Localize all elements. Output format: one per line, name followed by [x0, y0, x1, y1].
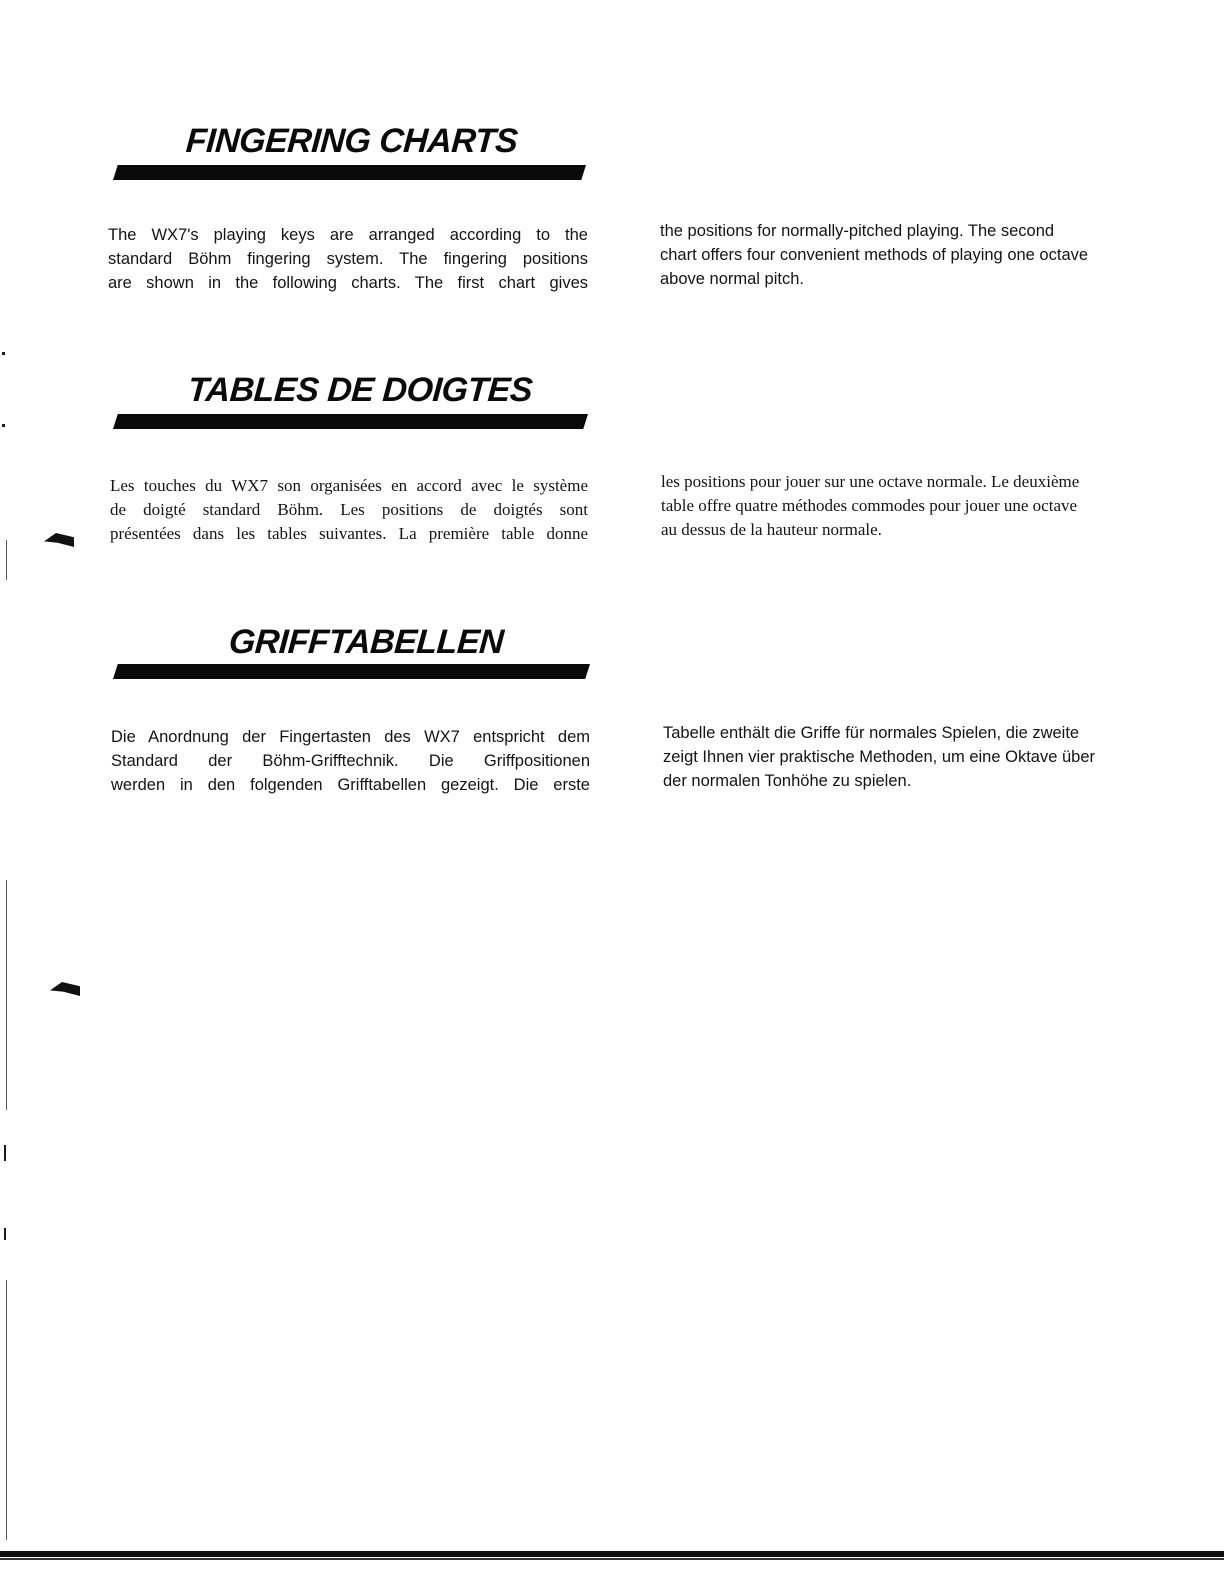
heading-rule [113, 664, 590, 679]
heading-rule [113, 165, 586, 180]
text-line: werden in den folgenden Grifftabellen gezeigt. Die erste [111, 776, 590, 794]
english-paragraph-right [660, 219, 1138, 291]
french-paragraph-left [110, 474, 588, 546]
text-line: présentées dans les tables suivantes. La première table donne [110, 524, 588, 543]
text-line: les positions pour jouer sur une octave normale. Le deuxième [661, 472, 1080, 491]
heading-rule [113, 414, 588, 429]
text-line: zeigt Ihnen vier praktische Methoden, um eine Oktave über [663, 748, 1095, 766]
text-line: Die Anordnung der Fingertasten des WX7 entspricht dem [111, 728, 590, 746]
binder-edge-mark [6, 880, 7, 1110]
text-line: au dessus de la hauteur normale. [661, 520, 882, 539]
german-paragraph-left [111, 725, 590, 797]
german-paragraph-right [663, 721, 1141, 793]
binder-edge-mark [6, 540, 7, 580]
text-line: der normalen Tonhöhe zu spielen. [663, 772, 912, 790]
french-paragraph-right [661, 470, 1139, 542]
text-line: Tabelle enthält die Griffe für normales Spielen, die zweite [663, 724, 1080, 742]
scan-dot [2, 352, 5, 355]
heading-fingering-charts: FINGERING CHARTS [184, 122, 519, 160]
text-line: Les touches du WX7 son organisées en accord avec le système [110, 476, 588, 495]
text-line: de doigté standard Böhm. Les positions de doigtés sont [110, 500, 588, 519]
text-line: Standard der Böhm-Grifftechnik. Die Griffpositionen [111, 752, 590, 770]
text-line: the positions for normally-pitched playing. The second [660, 222, 1055, 240]
page-bottom-rule [0, 1551, 1224, 1557]
text-line: above normal pitch. [660, 270, 804, 288]
english-paragraph-left [108, 223, 588, 295]
arrow-mark-icon [50, 982, 80, 996]
heading-tables-de-doigtes: TABLES DE DOIGTES [186, 371, 534, 409]
text-line: are shown in the following charts. The first chart gives [108, 274, 588, 292]
text-line: table offre quatre méthodes commodes pour jouer une octave [661, 496, 1078, 515]
text-line: The WX7's playing keys are arranged according to the [108, 226, 588, 244]
page-bottom-rule [0, 1558, 1224, 1560]
arrow-mark-icon [44, 533, 74, 547]
scan-mark [4, 1228, 6, 1240]
text-line: standard Böhm fingering system. The fingering positions [108, 250, 588, 268]
scan-mark [4, 1145, 6, 1161]
text-line: chart offers four convenient methods of playing one octave [660, 246, 1089, 264]
binder-edge-mark [6, 1280, 7, 1540]
scan-dot [2, 424, 5, 427]
heading-grifftabellen: GRIFFTABELLEN [227, 623, 505, 661]
